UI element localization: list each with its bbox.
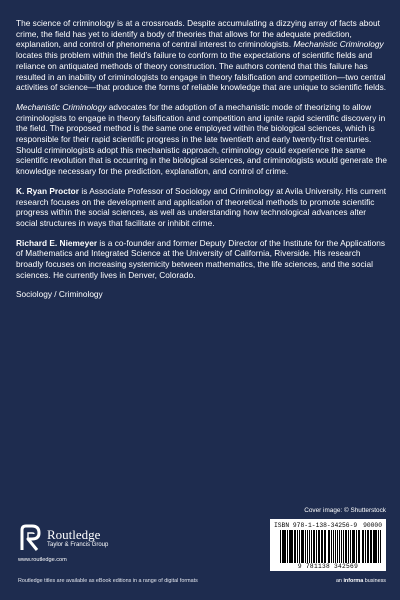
- author-bio-1: [16, 186, 388, 229]
- book-title-italic: Mechanistic Criminology: [16, 101, 107, 112]
- isbn-number: ISBN 978-1-138-34256-9: [274, 522, 358, 529]
- back-cover-text: [16, 18, 388, 300]
- informa-logo-text: informa: [343, 578, 364, 584]
- barcode-bar: [367, 530, 369, 563]
- routledge-r-icon: [18, 524, 42, 552]
- barcode-bar: [343, 530, 344, 563]
- ebook-note: Routledge titles are available as eBook editions in a range of digital formats: [18, 578, 198, 584]
- barcode-bar: [321, 530, 322, 563]
- publisher-name: Routledge: [47, 526, 101, 542]
- blurb-paragraph-1: [16, 18, 388, 93]
- barcode-bar: [380, 530, 381, 563]
- author-bio-text: is Associate Professor of Sociology and Criminology at Avila University. His current research focuses on the development and application of theoretical methods to promote scientific progress within the social sciences, as well as understanding how technological advances alter social structures in ways that facilitate or inhibit crime.: [16, 185, 387, 228]
- barcode-bar: [337, 530, 338, 563]
- publisher-logo: [18, 524, 108, 552]
- author-bio-text: is a co-founder and former Deputy Director of the Institute for the Applications of Mathematics and Integrated Science at the University of California, Riverside. His research broadly focuses on increasing systemicity between mathematics, the life sciences, and the social sciences. He currently lives in Denver, Colorado.: [16, 237, 386, 280]
- barcode-bar: [297, 530, 298, 563]
- cover-image-credit: Cover image: © Shutterstock: [304, 507, 386, 514]
- barcode-bar: [371, 530, 372, 563]
- barcode-bar: [314, 530, 315, 563]
- barcode-bar: [289, 530, 291, 563]
- barcode-bar: [365, 530, 366, 563]
- publisher-group: Taylor & Francis Group: [47, 541, 109, 548]
- barcode-bar: [318, 530, 320, 563]
- author-name: Richard E. Niemeyer: [16, 237, 98, 248]
- author-bio-2: [16, 238, 388, 281]
- barcode-bar: [302, 530, 304, 563]
- author-name: K. Ryan Proctor: [16, 185, 80, 196]
- barcode-bars: [280, 530, 382, 563]
- barcode-bar: [291, 530, 292, 563]
- barcode-bar: [309, 530, 310, 563]
- barcode-bar: [353, 530, 355, 563]
- barcode-bar: [325, 530, 326, 563]
- blurb-text: locates this problem within the field’s failure to conform to the expectations of scientific fields and reliance on antiquated methods of theory construction. The authors contend that this failure has resulted in an inability of criminologists to engage in theory falsification and competition—two central activities of science—that produce the forms of reliable knowledge that are unique to scientific fields.: [16, 50, 387, 93]
- barcode-bar: [348, 530, 349, 563]
- informa-business-label: an informa business: [335, 578, 386, 584]
- barcode-bar: [331, 530, 332, 563]
- barcode-bar: [359, 530, 360, 563]
- blurb-text: The science of criminology is at a crossroads. Despite accumulating a dizzying array of facts about crime, the field has yet to identify a body of theories that allows for the adequate prediction, explanation, and control of phenomena of central interest to criminologists.: [16, 18, 380, 50]
- blurb-text: advocates for the adoption of a mechanistic mode of theorizing to allow criminologists to engage in theory falsification and competition and ignite rapid scientific discovery in the field. The proposed method is the same one employed within the biological sciences, which is responsible for their rapid scientific progress in the late twentieth and early twenty-first centuries. Should criminologists adopt this mechanistic approach, criminology could experience the same scientific revolution that is occurring in the biological sciences, and criminologists would generate the knowledge necessary for the prediction, explanation, and control of crime.: [16, 101, 388, 177]
- ean-number: 9 781138 342569: [297, 563, 359, 570]
- book-title-italic: Mechanistic Criminology: [293, 39, 384, 50]
- blurb-paragraph-2: [16, 102, 388, 177]
- barcode-bar: [280, 530, 281, 563]
- isbn-barcode: [270, 519, 386, 571]
- barcode-bar: [285, 530, 286, 563]
- subject-category: Sociology / Criminology: [16, 289, 103, 300]
- barcode-bar: [376, 530, 377, 563]
- barcode-bar: [335, 530, 337, 563]
- publisher-website: www.routledge.com: [18, 557, 67, 563]
- price-code: 90000: [363, 522, 382, 529]
